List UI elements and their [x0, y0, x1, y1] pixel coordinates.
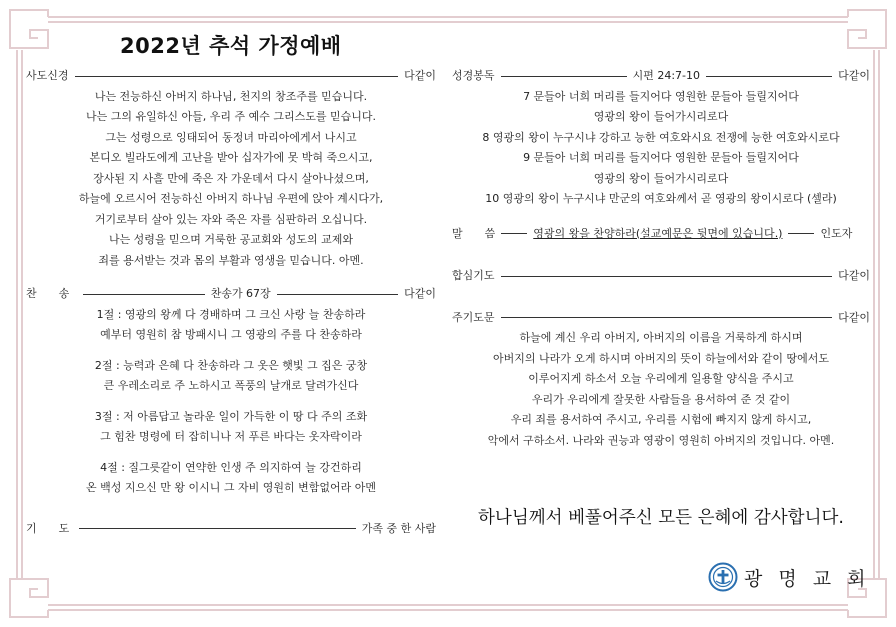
creed-text [26, 87, 436, 272]
leader-line [83, 294, 204, 295]
scripture-header [452, 66, 870, 87]
leader-line [501, 76, 627, 77]
scripture-line: 8 영광의 왕이 누구시냐 강하고 능한 여호와시요 전쟁에 능한 여호와시로다 [482, 130, 840, 144]
leader-line [501, 276, 833, 277]
hymn-verse-line: 3절 : 저 아름답고 놀라운 일이 가득한 이 땅 다 주의 조화 [94, 409, 368, 423]
lords-prayer-line: 악에서 구하소서. 나라와 권능과 영광이 영원히 아버지의 것입니다. 아멘. [487, 433, 835, 447]
scripture-leader: 다같이 [838, 69, 871, 82]
creed-label: 사도신경 [26, 69, 69, 82]
creed-line: 그는 성령으로 잉태되어 동정녀 마리아에게서 나시고 [105, 130, 357, 144]
creed-line: 장사된 지 사흘 만에 죽은 자 가운데서 다시 살아나셨으며, [93, 171, 369, 185]
hymn-header [26, 284, 436, 305]
lords-prayer-text [452, 328, 870, 451]
lords-prayer-line: 아버지의 나라가 오게 하시며 아버지의 뜻이 하늘에서와 같이 땅에서도 [492, 351, 830, 365]
leader-line [75, 76, 399, 77]
lords-prayer-line: 하늘에 계신 우리 아버지, 아버지의 이름을 거룩하게 하시며 [519, 331, 803, 344]
unison-prayer-header [452, 266, 870, 287]
creed-line: 나는 전능하신 아버지 하나님, 천지의 창조주를 믿습니다. [94, 89, 368, 103]
scripture-line: 영광의 왕이 들어가시리로다 [593, 171, 729, 185]
prayer-label: 기 도 [26, 521, 70, 535]
leader-line [501, 317, 833, 318]
leader-line [79, 528, 355, 529]
scripture-text [452, 87, 870, 210]
scripture-line: 영광의 왕이 들어가시리로다 [593, 110, 729, 123]
creed-line: 나는 성령을 믿으며 거룩한 공교회와 성도의 교제와 [108, 233, 354, 246]
hymn-label: 찬 송 [26, 287, 70, 300]
thanks-message: 하나님께서 베풀어주신 모든 은혜에 감사합니다. [478, 508, 844, 528]
sermon-leader: 인도자 [820, 226, 853, 240]
hymn-verse-line: 예부터 영원히 참 방패시니 그 영광의 주를 다 찬송하라 [100, 328, 362, 341]
scripture-line: 7 문들아 너희 머리를 들지어다 영원한 문들아 들릴지어다 [523, 89, 799, 103]
hymn-number: 찬송가 67장 [210, 287, 271, 300]
lords-prayer-line: 우리 죄를 용서하여 주시고, 우리를 시험에 빠지지 않게 하시고, [510, 413, 812, 426]
creed-line: 본디오 빌라도에게 고난을 받아 십자가에 못 박혀 죽으시고, [89, 151, 373, 164]
lords-prayer-line: 이루어지게 하소서 오늘 우리에게 일용할 양식을 주시고 [528, 372, 794, 385]
page-title: 2022년 추석 가정예배 [120, 34, 342, 58]
hymn-lyrics [26, 305, 436, 499]
lords-prayer-header [452, 308, 870, 329]
hymn-verse-line: 그 힘찬 명령에 터 잡히니나 저 푸른 바다는 옷자락이라 [100, 430, 362, 443]
right-column [452, 66, 870, 451]
unison-prayer-label: 합심기도 [452, 269, 495, 282]
creed-line: 하늘에 오르시어 전능하신 아버지 하나님 우편에 앉아 계시다가, [78, 192, 384, 205]
prayer-leader: 가족 중 한 사람 [361, 521, 436, 535]
lords-prayer-label: 주기도문 [452, 310, 495, 324]
church-logo [708, 562, 871, 592]
scripture-reference: 시편 24:7-10 [632, 69, 701, 82]
creed-leader: 다같이 [404, 69, 436, 82]
leader-line [706, 76, 832, 77]
creed-line: 죄를 용서받는 것과 몸의 부활과 영생을 믿습니다. 아멘. [98, 253, 364, 267]
unison-prayer-leader: 다같이 [838, 269, 870, 282]
creed-line: 나는 그의 유일하신 아들, 우리 주 예수 그리스도를 믿습니다. [86, 110, 376, 123]
leader-line [277, 294, 398, 295]
scripture-line: 10 영광의 왕이 누구시냐 만군의 여호와께서 곧 영광의 왕이시로다 (셀라) [485, 192, 837, 205]
sermon-header [452, 224, 870, 245]
hymn-verse-line: 온 백성 지으신 만 왕 이시니 그 자비 영원히 변함없어라 아멘 [86, 481, 376, 494]
scripture-label: 성경봉독 [452, 69, 495, 82]
left-column [26, 66, 436, 539]
hymn-leader: 다같이 [404, 287, 436, 300]
hymn-verse-line: 4절 : 질그릇같이 연약한 인생 주 의지하여 늘 강건하리 [100, 460, 362, 474]
hymn-verse-line: 2절 : 능력과 은혜 다 찬송하라 그 옷은 햇빛 그 집은 궁창 [94, 358, 368, 372]
church-emblem-icon [708, 562, 738, 592]
hymn-verse-line: 1절 : 영광의 왕께 다 경배하며 그 크신 사랑 늘 찬송하라 [96, 307, 366, 321]
lords-prayer-line: 우리가 우리에게 잘못한 사람들을 용서하여 준 것 같이 [531, 392, 791, 406]
creed-header [26, 66, 436, 87]
leader-line [788, 233, 814, 234]
church-name: 광 명 교 회 [744, 567, 871, 590]
sermon-label: 말 씀 [452, 226, 496, 240]
creed-line: 거기로부터 살아 있는 자와 죽은 자를 심판하러 오십니다. [94, 212, 368, 226]
sermon-title: 영광의 왕을 찬양하라(설교예문은 뒷면에 있습니다.) [533, 226, 783, 240]
scripture-line: 9 문들아 너희 머리를 들지어다 영원한 문들아 들릴지어다 [523, 151, 799, 164]
lords-prayer-leader: 다같이 [838, 310, 870, 324]
leader-line [501, 233, 527, 234]
prayer-header [26, 519, 436, 540]
hymn-verse-line: 큰 우레소리로 주 노하시고 폭풍의 날개로 달려가신다 [103, 379, 359, 392]
